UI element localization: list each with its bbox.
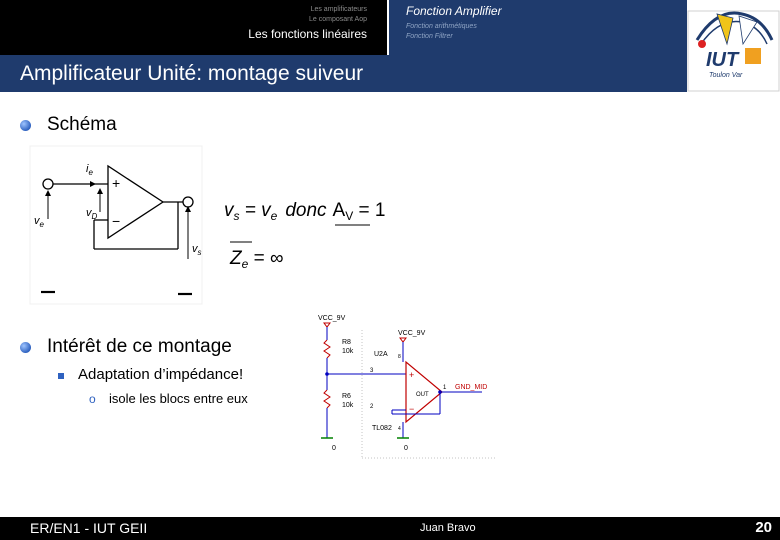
label-vs: v (192, 243, 198, 255)
subsub-isole: isole les blocs entre eux (109, 391, 248, 406)
nav-current-section[interactable]: Les fonctions linéaires (248, 27, 367, 41)
label-ve: v (34, 215, 40, 227)
label-ie: i (86, 163, 89, 175)
tl082-label: TL082 (372, 425, 392, 432)
follower-schematic (28, 144, 208, 309)
sub-bullet-adaptation: Adaptation d’impédance! (78, 366, 244, 383)
slide-title: Amplificateur Unité: montage suiveur (20, 62, 364, 85)
eq1-right: = 1 (353, 200, 386, 221)
gnd2-label: 0 (404, 445, 408, 452)
iut-logo (687, 0, 780, 92)
r8-value: 10k (342, 348, 354, 355)
bullet-interet: Intérêt de ce montage (47, 336, 232, 357)
nav-section-main[interactable]: Fonction Amplifier (406, 4, 502, 18)
gnd1-label: 0 (332, 445, 336, 452)
footer-course: ER/EN1 - IUT GEII (30, 520, 148, 536)
vcc-amp-label: VCC_9V (398, 330, 426, 337)
svg-text:+: + (409, 370, 415, 380)
r6-value: 10k (342, 402, 354, 409)
u2a-label: U2A (374, 351, 388, 358)
eq1-donc: donc (285, 200, 327, 221)
eq2-right: = ∞ (248, 248, 284, 269)
gnd-mid-label: GND_MID (455, 384, 488, 391)
eq1-av-sub: V (345, 209, 354, 223)
nav-section-sub-2[interactable]: Fonction Filtrer (406, 33, 453, 40)
eq1-av: A (332, 200, 346, 221)
r8-label: R8 (342, 339, 351, 346)
eq1-vs: v (224, 200, 234, 221)
sub-bullet-square (58, 373, 64, 379)
opamp-plus: + (112, 175, 121, 191)
page-number: 20 (755, 519, 772, 536)
opamp-minus: − (112, 213, 121, 229)
pin8-label: 8 (398, 354, 401, 360)
label-ie-sub: e (88, 168, 93, 177)
pin3-label: 3 (370, 368, 374, 374)
eq2-ze: Z (230, 248, 242, 269)
pin1-label: 1 (443, 385, 447, 391)
label-vs-sub: s (197, 248, 202, 257)
label-vd: v (86, 207, 92, 219)
label-ve-sub: e (39, 220, 44, 229)
nav-prev-2[interactable]: Le composant Aop (309, 16, 367, 23)
vcc-top-label: VCC_9V (318, 315, 346, 322)
nav-prev-1[interactable]: Les amplificateurs (310, 6, 367, 13)
eq2-ze-sub: e (241, 257, 249, 271)
nav-section-sub-1[interactable]: Fonction arithmétiques (406, 23, 477, 30)
logo-text: IUT (706, 49, 739, 71)
bullet-dot-1 (20, 120, 31, 131)
resistor-r8 (324, 340, 330, 358)
header-divider (387, 0, 389, 55)
orcad-schematic (312, 310, 502, 460)
out-label: OUT (416, 392, 429, 398)
label-vd-sub: D (91, 212, 98, 221)
resistor-r6 (324, 390, 330, 408)
svg-text:−: − (409, 404, 415, 414)
eq1-mid: = v (239, 200, 271, 221)
equations (222, 192, 412, 277)
svg-text:Ze = ∞ (229, 248, 284, 271)
bullet-schema: Schéma (47, 114, 117, 135)
eq1-ve-sub: e (270, 209, 278, 223)
bullet-dot-2 (20, 342, 31, 353)
pin4-label: 4 (398, 426, 401, 432)
svg-text:vs = vedoncAV = 1 (224, 200, 385, 223)
pin2-label: 2 (370, 404, 374, 410)
logo-subtext: Toulon Var (709, 72, 743, 79)
eq1-vs-sub: s (233, 209, 240, 223)
footer-author: Juan Bravo (420, 522, 476, 534)
r6-label: R6 (342, 393, 351, 400)
subsub-marker: o (89, 392, 96, 406)
